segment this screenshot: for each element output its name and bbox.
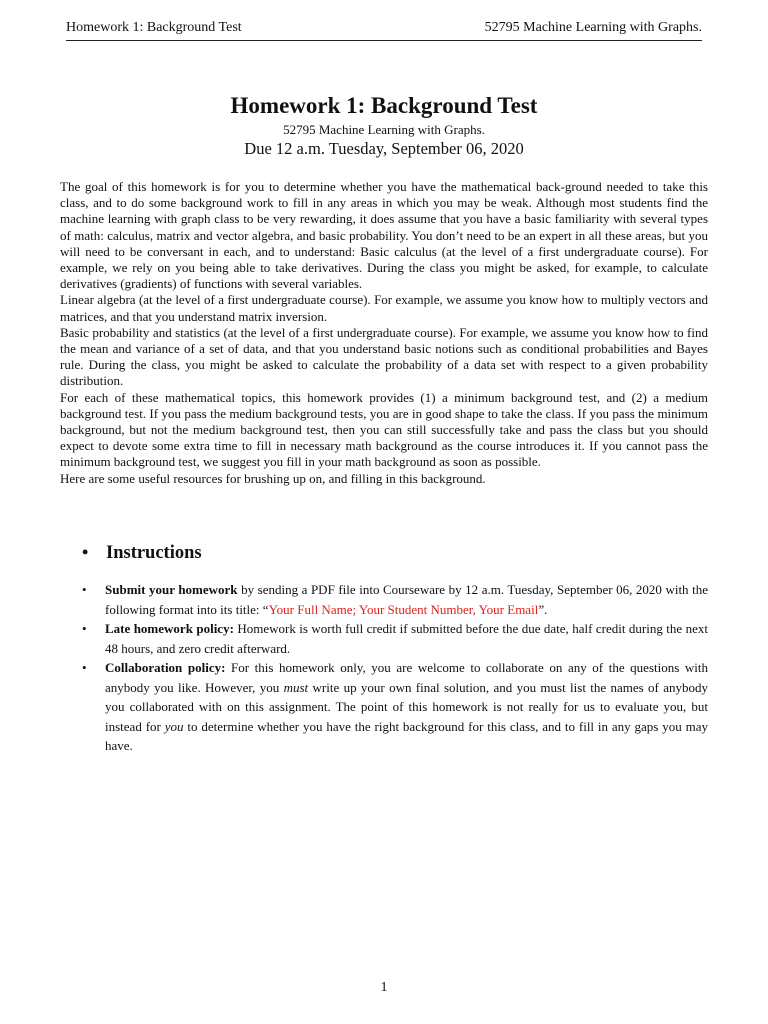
bullet-icon: • bbox=[82, 621, 87, 636]
running-header bbox=[66, 19, 702, 41]
page-number: 1 bbox=[380, 980, 388, 995]
item-label: Submit your homework bbox=[105, 582, 238, 597]
due-date: Due 12 a.m. Tuesday, September 06, 2020 bbox=[244, 139, 524, 158]
section-heading bbox=[82, 540, 202, 565]
list-item bbox=[82, 658, 708, 756]
emphasis: you bbox=[164, 718, 184, 734]
bullet-icon: • bbox=[82, 542, 89, 562]
instructions-list bbox=[82, 580, 708, 756]
item-text: by sending a PDF file into Courseware by 12 a.m. Tuesday, September 06, 2020 with the following format into its title: “ bbox=[105, 582, 708, 617]
paragraph: Here are some useful resources for brushing up on, and filling in this background. bbox=[60, 470, 486, 486]
item-label: Collaboration policy: bbox=[105, 660, 226, 675]
item-text: write up your own final solution, and you must list the names of anybody you collaborated with on this assignment. The point of this homework is not really for us to evaluate you, but instead for bbox=[105, 679, 708, 734]
header-right: 52795 Machine Learning with Graphs. bbox=[484, 20, 702, 35]
list-item bbox=[82, 619, 708, 658]
bullet-icon: • bbox=[82, 660, 87, 675]
paragraph: Linear algebra (at the level of a first undergraduate course). For example, we assume you know how to multiply vectors and matrices, and that you understand matrix inversion. bbox=[60, 292, 708, 324]
title-format: Your Full Name; Your Student Number, Your Email bbox=[268, 601, 539, 617]
paragraph: Basic probability and statistics (at the level of a first undergraduate course). For example, we assume you know how to find the mean and variance of a set of data, and that you understand basic notions such as conditional probabilities and Bayes rule. During the class, you might be asked to calculate the probability of a data set with respect to a given probability distribution. bbox=[60, 324, 708, 389]
course-subtitle: 52795 Machine Learning with Graphs. bbox=[283, 122, 485, 137]
item-text: ”. bbox=[538, 601, 548, 617]
item-text: to determine whether you have the right background for this class, and to fill in any gaps you may have. bbox=[105, 718, 708, 753]
list-item bbox=[82, 580, 708, 619]
section-title: Instructions bbox=[106, 543, 202, 563]
item-text: Homework is worth full credit if submitted before the due date, half credit during the next 48 hours, and zero credit afterward. bbox=[105, 621, 708, 656]
paragraph: The goal of this homework is for you to determine whether you have the mathematical back-ground needed to take this class, and to do some background work to fill in any areas in which you may be weak. Although most students find the machine learning with graph class to be very rewarding, it does assume that you have a basic familiarity with several types of math: calculus, matrix and vector algebra, and basic probability. You don’t need to be an expert in all these areas, but you will need to be conversant in each, and to understand: Basic calculus (at the level of a first undergraduate course). For example, we rely on you being able to take derivatives. During the class you might be asked, for example, to calculate derivatives (gradients) of functions with several variables. bbox=[60, 179, 708, 292]
paragraph: For each of these mathematical topics, this homework provides (1) a minimum background test, and (2) a medium background test. If you pass the medium background tests, you are in good shape to take the class. If you pass the minimum background, but not the medium background test, then you can still successfully take and pass the class but you should expect to devote some extra time to fill in necessary math background as the course introduces it. If you cannot pass the minimum background test, we suggest you fill in your math background as soon as possible. bbox=[60, 389, 708, 470]
item-text: For this homework only, you are welcome to collaborate on any of the questions with anybody you like. However, you bbox=[105, 660, 708, 695]
bullet-icon: • bbox=[82, 582, 87, 597]
header-left: Homework 1: Background Test bbox=[66, 20, 242, 35]
item-label: Late homework policy: bbox=[105, 621, 234, 636]
emphasis: must bbox=[283, 679, 309, 695]
intro-body bbox=[60, 179, 708, 487]
document-title: Homework 1: Background Test bbox=[230, 93, 538, 118]
